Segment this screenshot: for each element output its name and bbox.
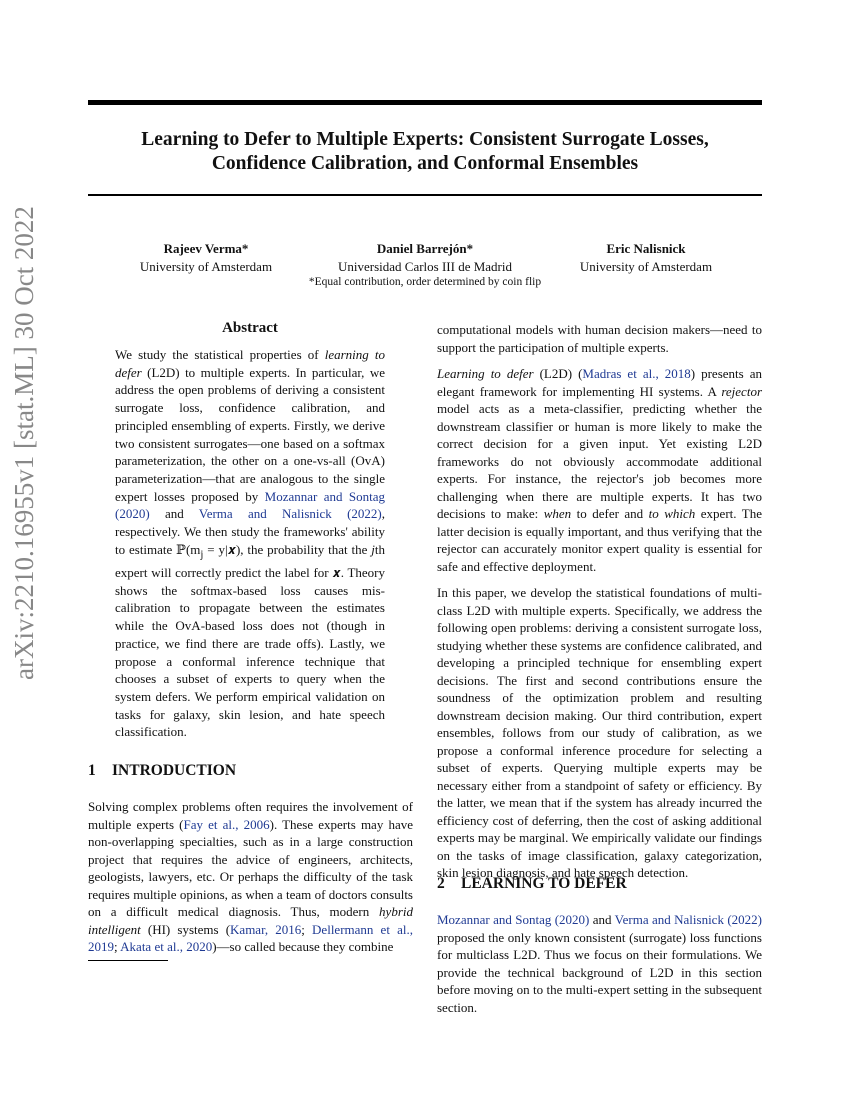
section-2-paragraph: Mozannar and Sontag (2020) and Verma and Nalisnick (2022) proposed the only known consistent (surrogate) loss functions for multiclass L2D. Thus we focus on their formulations. We provide the technical background of L2D in this section before moving on to the multi-expert setting in the subsequent section.: [437, 912, 762, 1015]
citation-link[interactable]: Mozannar and Sontag (2020): [115, 488, 385, 522]
title-line-1: Learning to Defer to Multiple Experts: Consistent Surrogate Losses,: [141, 129, 709, 150]
citation-link[interactable]: Fay et al., 2006: [183, 816, 270, 832]
top-rule: [88, 100, 762, 105]
author-name: Rajeev Verma*: [163, 241, 249, 256]
author-2: [320, 240, 530, 276]
introduction-paragraph: Solving complex problems often requires the involvement of multiple experts (Fay et al., 2006). These experts may have non-overlapping specialties, such as in a large construction project that requires the advice of engineers, architects, geologists, lawyers, etc. Or perhaps the difficulty of the task requires multiple opinions, as when a team of doctors consults on a difficult medical diagnosis. Thus, modern hybrid intelligent (HI) systems (Kamar, 2016; Dellermann et al., 2019; Akata et al., 2020)—so called because they combine: [88, 799, 413, 954]
right-column: [437, 321, 762, 882]
paper-title: [88, 128, 762, 176]
section-heading-learning-to-defer: 2 LEARNING TO DEFER: [437, 875, 627, 892]
abstract-body: We study the statistical properties of learning to defer (L2D) to multiple experts. In particular, we address the open problems of deriving a consistent surrogate loss, confidence calibration, and principled ensembling of experts. Firstly, we derive two consistent surrogates—one based on a softmax parameterization, the other on a one-vs-all (OvA) parameterization—that are analogous to the single expert losses proposed by Mozannar and Sontag (2020) and Verma and Nalisnick (2022), respectively. We then study the frameworks' ability to estimate $ℙ(m_j$ = y|𝒙), the probability that the jth expert will correctly predict the label for 𝒙. Theory shows the softmax-based loss causes mis-calibration to propagate between the estimates while the OvA-based loss does not (though in practice, we find there are trade offs). Lastly, we propose a conformal inference technique that chooses a subset of experts to query when the system defers. We perform empirical validation on tasks for galaxy, skin lesion, and hate speech classification.: [115, 347, 385, 740]
author-1: [116, 240, 296, 276]
author-affiliation: Universidad Carlos III de Madrid: [337, 259, 512, 274]
paragraph: computational models with human decision makers—need to support the participation of multiple experts.: [437, 322, 762, 355]
author-affiliation: University of Amsterdam: [579, 259, 713, 274]
citation-link[interactable]: Akata et al., 2020: [120, 939, 213, 954]
title-line-2: Confidence Calibration, and Conformal Ensembles: [211, 153, 639, 174]
author-name: Daniel Barrejón*: [376, 241, 474, 256]
author-3: [556, 240, 736, 276]
equal-contribution-note: *Equal contribution, order determined by coin flip: [308, 276, 542, 288]
citation-link[interactable]: Dellermann et al., 2019: [88, 921, 413, 954]
section-heading-introduction: 1 INTRODUCTION: [88, 762, 237, 779]
title-rule: [88, 194, 762, 196]
abstract-heading: Abstract: [222, 320, 278, 336]
citation-link[interactable]: Verma and Nalisnick (2022): [198, 506, 382, 522]
footnote-rule: [88, 960, 168, 961]
paragraph: In this paper, we develop the statistical foundations of multi-class L2D with multiple experts. Specifically, we address the following open problems: deriving a consistent surrogate loss, studying whether these systems are confidence calibrated, and developing a principled technique for ensembling expert decisions. The first and second contributions ensure the soundness of the optimization problem and resulting downstream decision making. Our third contribution, expert ensembles, follows from our study of calibration, as we propose a conformal inference procedure for selecting a subset of experts. Querying multiple experts may be necessary either from a standpoint of safety or efficiency. By the latter, we mean that if the system has already incurred the efficiency cost of deferring, then the cost of asking additional experts may be marginal. We empirically validate our findings on the tasks of image classification, galaxy categorization, skin lesion diagnosis, and hate speech detection.: [437, 585, 762, 880]
citation-link[interactable]: Mozannar and Sontag (2020): [437, 912, 590, 927]
citation-link[interactable]: Kamar, 2016: [230, 921, 302, 937]
citation-link[interactable]: Madras et al., 2018: [582, 366, 691, 381]
author-name: Eric Nalisnick: [606, 241, 686, 256]
author-affiliation: University of Amsterdam: [139, 259, 273, 274]
paragraph: Learning to defer (L2D) (Madras et al., 2018) presents an elegant framework for implementing HI systems. A rejector model acts as a meta-classifier, predicting whether the downstream classifier or human is more likely to make the correct decision for a given input. Yet existing L2D frameworks do not obviously accommodate additional experts. For instance, the rejector's job becomes more challenging when there are multiple experts. It has two decisions to make: when to defer and to which expert. The latter decision is equally important, and thus verifying that the rejector can accurately monitor expert quality is essential for safe and effective deployment.: [437, 366, 762, 574]
arxiv-side-label: arXiv:2210.16955v1 [stat.ML] 30 Oct 2022: [9, 206, 39, 680]
citation-link[interactable]: Verma and Nalisnick (2022): [614, 912, 762, 927]
